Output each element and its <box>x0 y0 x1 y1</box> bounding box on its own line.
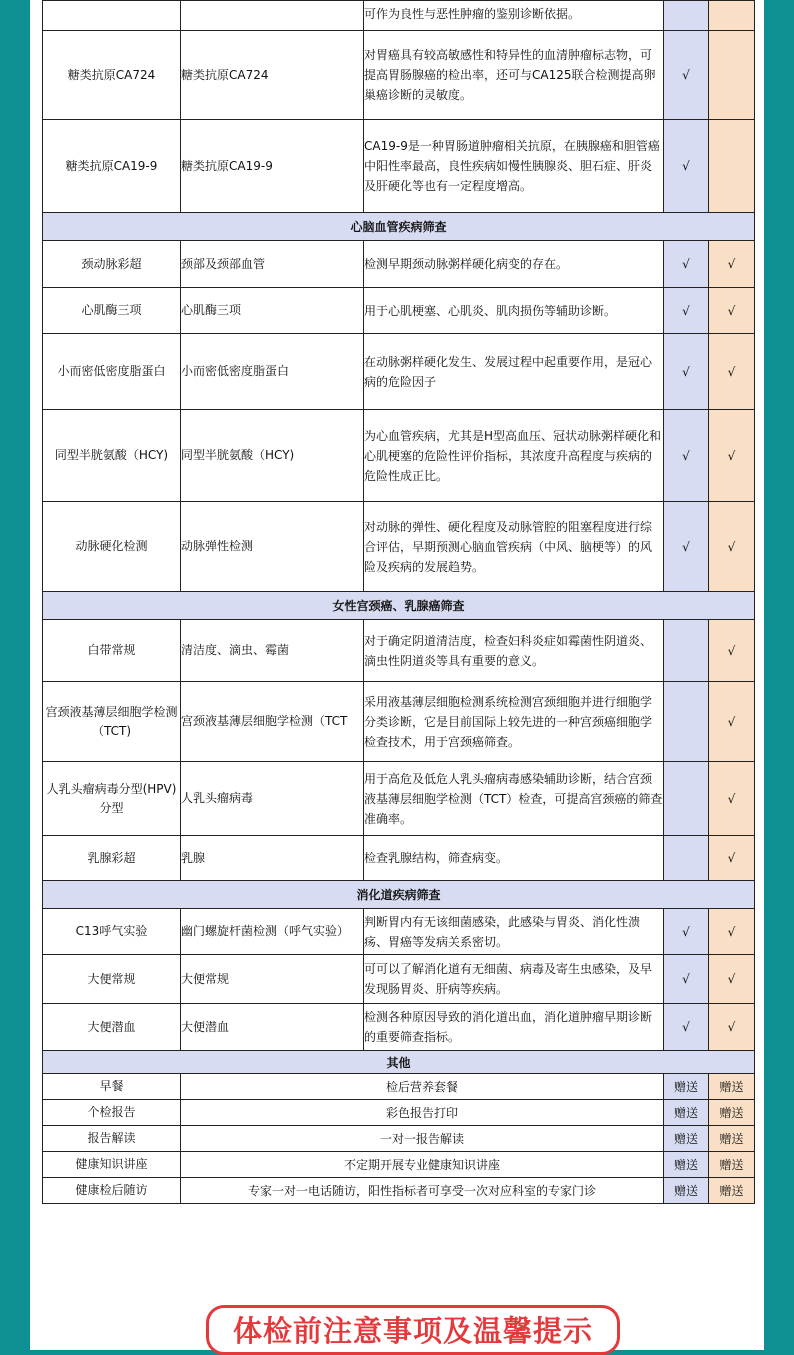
cell-item: 宫颈液基薄层细胞学检测（TCT <box>181 682 364 762</box>
cell-name: 糖类抗原CA724 <box>43 31 181 120</box>
cell-desc: 彩色报告打印 <box>181 1100 664 1126</box>
table-row <box>43 1004 755 1051</box>
section-title-digest: 消化道疾病筛查 <box>43 881 755 909</box>
cell-desc: 检测各种原因导致的消化道出血，消化道肿瘤早期诊断的重要筛查指标。 <box>364 1004 664 1051</box>
cell-package-a <box>664 682 709 762</box>
cell-name: C13呼气实验 <box>43 909 181 955</box>
cell-name: 小而密低密度脂蛋白 <box>43 334 181 410</box>
table-row <box>43 1 755 31</box>
section-header <box>43 881 755 909</box>
cell-desc: 专家一对一电话随访，阳性指标者可享受一次对应科室的专家门诊 <box>181 1178 664 1204</box>
cell-desc: 检后营养套餐 <box>181 1074 664 1100</box>
cell-desc: 不定期开展专业健康知识讲座 <box>181 1152 664 1178</box>
cell-item: 大便常规 <box>181 955 364 1004</box>
table-row <box>43 1126 755 1152</box>
cell-desc: 可作为良性与恶性肿瘤的鉴别诊断依据。 <box>364 1 664 31</box>
table-row <box>43 955 755 1004</box>
cell-desc: 对胃癌具有较高敏感性和特异性的血清肿瘤标志物，可提高胃肠腺癌的检出率，还可与CA125联合检测提高卵巢癌诊断的灵敏度。 <box>364 31 664 120</box>
cell-package-b: 赠送 <box>709 1074 755 1100</box>
cell-desc: 对于确定阴道清洁度，检查妇科炎症如霉菌性阴道炎、滴虫性阴道炎等具有重要的意义。 <box>364 620 664 682</box>
section-title-cardio: 心脑血管疾病筛查 <box>43 213 755 241</box>
section-title-female: 女性宫颈癌、乳腺癌筛查 <box>43 592 755 620</box>
table-row <box>43 1152 755 1178</box>
notice-banner-text: 体检前注意事项及温馨提示 <box>232 1314 593 1348</box>
cell-package-a: 赠送 <box>664 1178 709 1204</box>
cell-package-a <box>664 762 709 836</box>
cell-package-b: √ <box>709 682 755 762</box>
cell-package-a: √ <box>664 955 709 1004</box>
table-row <box>43 120 755 213</box>
cell-item: 幽门螺旋杆菌检测（呼气实验） <box>181 909 364 955</box>
cell-package-b: √ <box>709 502 755 592</box>
cell-desc: 可可以了解消化道有无细菌、病毒及寄生虫感染，及早发现肠胃炎、肝病等疾病。 <box>364 955 664 1004</box>
cell-item: 乳腺 <box>181 836 364 881</box>
cell-package-a: √ <box>664 410 709 502</box>
cell-package-a <box>664 836 709 881</box>
table-row <box>43 502 755 592</box>
cell-package-a: √ <box>664 909 709 955</box>
cell-package-b: √ <box>709 288 755 334</box>
cell-name: 同型半胱氨酸（HCY) <box>43 410 181 502</box>
table-row <box>43 1100 755 1126</box>
notice-banner <box>206 1305 620 1355</box>
table-row <box>43 241 755 288</box>
cell-name: 人乳头瘤病毒分型(HPV)分型 <box>43 762 181 836</box>
table-row <box>43 762 755 836</box>
cell-item: 心肌酶三项 <box>181 288 364 334</box>
cell-desc: 一对一报告解读 <box>181 1126 664 1152</box>
table-row <box>43 288 755 334</box>
cell-package-b: √ <box>709 620 755 682</box>
cell-package-a: √ <box>664 502 709 592</box>
cell-item <box>181 1 364 31</box>
cell-package-a: 赠送 <box>664 1152 709 1178</box>
table-row <box>43 620 755 682</box>
cell-package-b <box>709 31 755 120</box>
cell-package-b: √ <box>709 955 755 1004</box>
cell-name: 报告解读 <box>43 1126 181 1152</box>
cell-name: 心肌酶三项 <box>43 288 181 334</box>
cell-name: 早餐 <box>43 1074 181 1100</box>
cell-package-a: 赠送 <box>664 1126 709 1152</box>
cell-desc: 在动脉粥样硬化发生、发展过程中起重要作用，是冠心病的危险因子 <box>364 334 664 410</box>
cell-name <box>43 1 181 31</box>
section-header <box>43 592 755 620</box>
cell-desc: 检查乳腺结构，筛查病变。 <box>364 836 664 881</box>
cell-name: 健康知识讲座 <box>43 1152 181 1178</box>
table-row <box>43 31 755 120</box>
cell-desc: 为心血管疾病，尤其是H型高血压、冠状动脉粥样硬化和心肌梗塞的危险性评价指标，其浓度升高程度与疾病的危险性成正比。 <box>364 410 664 502</box>
cell-desc: 判断胃内有无该细菌感染，此感染与胃炎、消化性溃疡、胃癌等发病关系密切。 <box>364 909 664 955</box>
cell-package-a: √ <box>664 31 709 120</box>
table-row <box>43 410 755 502</box>
section-title-other: 其他 <box>43 1051 755 1074</box>
cell-item: 清洁度、滴虫、霉菌 <box>181 620 364 682</box>
cell-item: 糖类抗原CA724 <box>181 31 364 120</box>
cell-package-b <box>709 1 755 31</box>
cell-desc: 用于高危及低危人乳头瘤病毒感染辅助诊断，结合宫颈液基薄层细胞学检测（TCT）检查，可提高宫颈癌的筛查准确率。 <box>364 762 664 836</box>
cell-name: 白带常规 <box>43 620 181 682</box>
section-header <box>43 213 755 241</box>
table-row <box>43 1074 755 1100</box>
cell-name: 个检报告 <box>43 1100 181 1126</box>
cell-desc: 对动脉的弹性、硬化程度及动脉管腔的阻塞程度进行综合评估，早期预测心脑血管疾病（中风、脑梗等）的风险及疾病的发展趋势。 <box>364 502 664 592</box>
cell-package-b: √ <box>709 909 755 955</box>
cell-item: 小而密低密度脂蛋白 <box>181 334 364 410</box>
cell-name: 颈动脉彩超 <box>43 241 181 288</box>
cell-name: 糖类抗原CA19-9 <box>43 120 181 213</box>
cell-item: 糖类抗原CA19-9 <box>181 120 364 213</box>
cell-package-a: √ <box>664 1004 709 1051</box>
cell-package-a <box>664 620 709 682</box>
cell-package-a: 赠送 <box>664 1100 709 1126</box>
cell-package-b: √ <box>709 1004 755 1051</box>
cell-item: 同型半胱氨酸（HCY) <box>181 410 364 502</box>
checkup-table <box>42 0 755 1204</box>
cell-package-a: √ <box>664 241 709 288</box>
cell-package-a: √ <box>664 288 709 334</box>
cell-package-b: 赠送 <box>709 1126 755 1152</box>
table-row <box>43 909 755 955</box>
cell-item: 颈部及颈部血管 <box>181 241 364 288</box>
cell-item: 动脉弹性检测 <box>181 502 364 592</box>
cell-name: 大便潜血 <box>43 1004 181 1051</box>
cell-package-b: 赠送 <box>709 1100 755 1126</box>
table-row <box>43 836 755 881</box>
cell-package-a: √ <box>664 334 709 410</box>
table-row <box>43 682 755 762</box>
cell-package-b: √ <box>709 762 755 836</box>
cell-desc: CA19-9是一种胃肠道肿瘤相关抗原，在胰腺癌和胆管癌中阳性率最高，良性疾病如慢性胰腺炎、胆石症、肝炎及肝硬化等也有一定程度增高。 <box>364 120 664 213</box>
cell-name: 宫颈液基薄层细胞学检测（TCT) <box>43 682 181 762</box>
table-row <box>43 334 755 410</box>
cell-package-a: √ <box>664 120 709 213</box>
cell-package-a <box>664 1 709 31</box>
cell-package-b: √ <box>709 241 755 288</box>
cell-name: 健康检后随访 <box>43 1178 181 1204</box>
cell-desc: 采用液基薄层细胞检测系统检测宫颈细胞并进行细胞学分类诊断，它是目前国际上较先进的一种宫颈癌细胞学检查技术，用于宫颈癌筛查。 <box>364 682 664 762</box>
cell-package-b: √ <box>709 410 755 502</box>
cell-name: 大便常规 <box>43 955 181 1004</box>
cell-item: 大便潜血 <box>181 1004 364 1051</box>
cell-package-b: 赠送 <box>709 1178 755 1204</box>
cell-item: 人乳头瘤病毒 <box>181 762 364 836</box>
table-row <box>43 1178 755 1204</box>
section-header <box>43 1051 755 1074</box>
cell-name: 动脉硬化检测 <box>43 502 181 592</box>
cell-desc: 用于心肌梗塞、心肌炎、肌肉损伤等辅助诊断。 <box>364 288 664 334</box>
cell-package-b: √ <box>709 334 755 410</box>
cell-package-b <box>709 120 755 213</box>
cell-desc: 检测早期颈动脉粥样硬化病变的存在。 <box>364 241 664 288</box>
cell-package-b: 赠送 <box>709 1152 755 1178</box>
cell-package-a: 赠送 <box>664 1074 709 1100</box>
cell-name: 乳腺彩超 <box>43 836 181 881</box>
cell-package-b: √ <box>709 836 755 881</box>
